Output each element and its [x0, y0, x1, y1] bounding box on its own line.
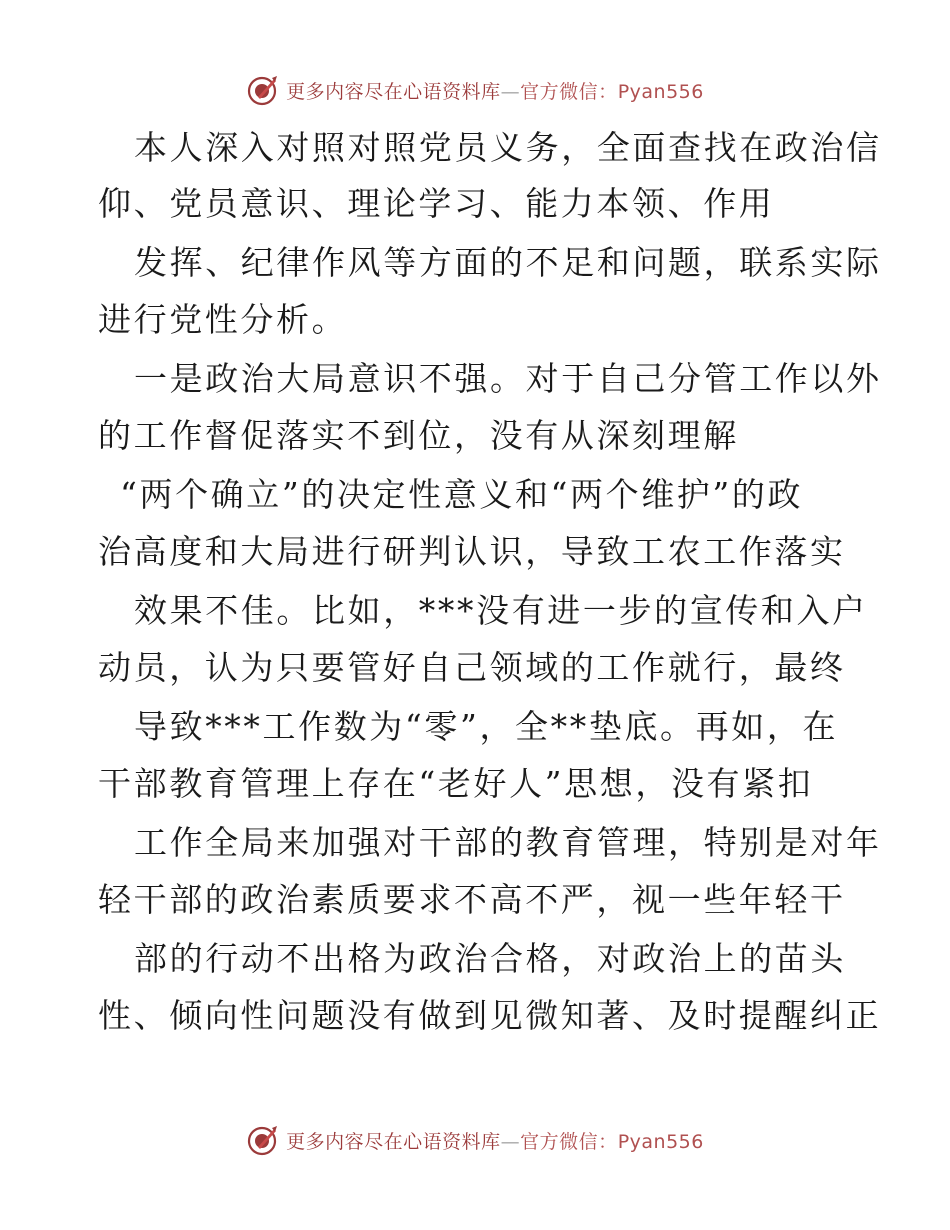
watermark-wechat-id: Pyan556 [617, 1130, 704, 1153]
watermark-dash: — [500, 80, 521, 103]
document-line: 治高度和大局进行研判认识，导致工农工作落实 [98, 532, 846, 571]
watermark-wechat-label: 官方微信： [520, 80, 618, 103]
document-line: 效果不佳。比如，***没有进一步的宣传和入户 [134, 591, 868, 630]
document-line: 一是政治大局意识不强。对于自己分管工作以外 [134, 359, 882, 398]
watermark-wechat-id: Pyan556 [617, 80, 704, 103]
document-line: 干部教育管理上存在“老好人”思想，没有紧扣 [98, 764, 814, 803]
quill-circle-logo-icon [246, 73, 280, 107]
watermark-banner-top [0, 70, 950, 110]
watermark-banner-bottom [0, 1120, 950, 1160]
document-line: 动员，认为只要管好自己领域的工作就行，最终 [98, 648, 846, 687]
watermark-text [286, 77, 704, 104]
quill-circle-logo-icon [246, 1123, 280, 1157]
watermark-wechat-label: 官方微信： [520, 1130, 618, 1153]
document-line: 进行党性分析。 [98, 300, 348, 339]
document-line: 性、倾向性问题没有做到见微知著、及时提醒纠正 [98, 996, 882, 1035]
document-line: 仰、党员意识、理论学习、能力本领、作用 [98, 184, 775, 223]
watermark-site-text: 更多内容尽在心语资料库 [286, 80, 501, 103]
document-line: 导致***工作数为“零”，全**垫底。再如，在 [134, 707, 839, 746]
watermark-dash: — [500, 1130, 521, 1153]
document-line: 发挥、纪律作风等方面的不足和问题，联系实际 [134, 243, 882, 282]
watermark-text [286, 1127, 704, 1154]
document-line: 轻干部的政治素质要求不高不严，视一些年轻干 [98, 880, 846, 919]
document-line: 本人深入对照对照党员义务，全面查找在政治信 [134, 128, 882, 167]
document-line: 工作全局来加强对干部的教育管理，特别是对年 [134, 823, 882, 862]
document-line: 的工作督促落实不到位，没有从深刻理解 [98, 416, 739, 455]
document-line: 部的行动不出格为政治合格，对政治上的苗头 [134, 939, 846, 978]
watermark-site-text: 更多内容尽在心语资料库 [286, 1130, 501, 1153]
document-line: “两个确立”的决定性意义和“两个维护”的政 [120, 475, 804, 514]
